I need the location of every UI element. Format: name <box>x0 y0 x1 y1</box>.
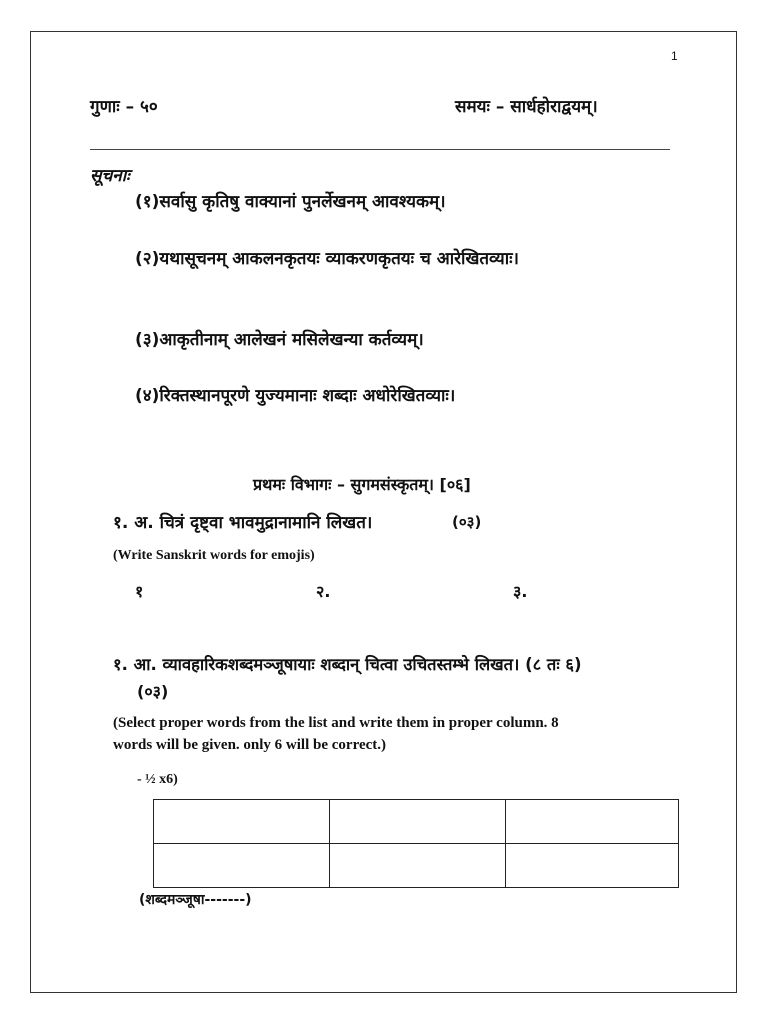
instruction-2: (२)यथासूचनम् आकलनकृतयः व्याकरणकृतयः च आरेखितव्याः। <box>135 249 519 269</box>
instruction-1: (१)सर्वासु कृतिषु वाक्यानां पुनर्लेखनम् आवश्यकम्। <box>135 192 446 212</box>
table-row <box>154 800 679 844</box>
section-title: प्रथमः विभागः – सुगमसंस्कृतम्। [०६] <box>253 475 471 494</box>
question-1a: १. अ. चित्रं दृष्ट्वा भावमुद्रानामानि लिखत। <box>113 513 373 533</box>
table-row <box>154 844 679 888</box>
time-label: समयः – सार्धहोराद्वयम्। <box>455 97 598 117</box>
question-1a-marks: (०३) <box>452 513 482 531</box>
question-1b-english-line1: (Select proper words from the list and write them in proper column. 8 <box>113 715 559 731</box>
score-note: - ½ x6) <box>137 772 178 787</box>
blank-3: ३. <box>513 582 528 601</box>
instructions-heading: सूचनाः <box>90 166 130 186</box>
blank-1: १ <box>135 582 144 601</box>
page-number: 1 <box>671 49 678 63</box>
marks-label: गुणाः – ५० <box>90 97 158 117</box>
question-1b-english-line2: words will be given. only 6 will be correct.) <box>113 737 387 753</box>
answer-table <box>153 799 679 888</box>
instruction-4: (४)रिक्तस्थानपूरणे युज्यमानाः शब्दाः अधोरेखितव्याः। <box>135 386 456 406</box>
word-box-label: (शब्दमञ्जूषा-------) <box>139 892 252 908</box>
instruction-3: (३)आकृतीनाम् आलेखनं मसिलेखन्या कर्तव्यम्। <box>135 330 424 350</box>
header-divider <box>90 149 670 150</box>
table-cell[interactable] <box>506 844 679 888</box>
table-cell[interactable] <box>154 800 330 844</box>
table-cell[interactable] <box>330 800 506 844</box>
question-1b-marks: (०३) <box>137 682 169 701</box>
question-1b: १. आ. व्यावहारिकशब्दमञ्जूषायाः शब्दान् चित्वा उचितस्तम्भे लिखत। (८ तः ६) <box>113 655 582 674</box>
table-cell[interactable] <box>506 800 679 844</box>
table-cell[interactable] <box>330 844 506 888</box>
question-1a-english: (Write Sanskrit words for emojis) <box>113 548 315 563</box>
table-cell[interactable] <box>154 844 330 888</box>
blank-2: २. <box>316 582 331 601</box>
